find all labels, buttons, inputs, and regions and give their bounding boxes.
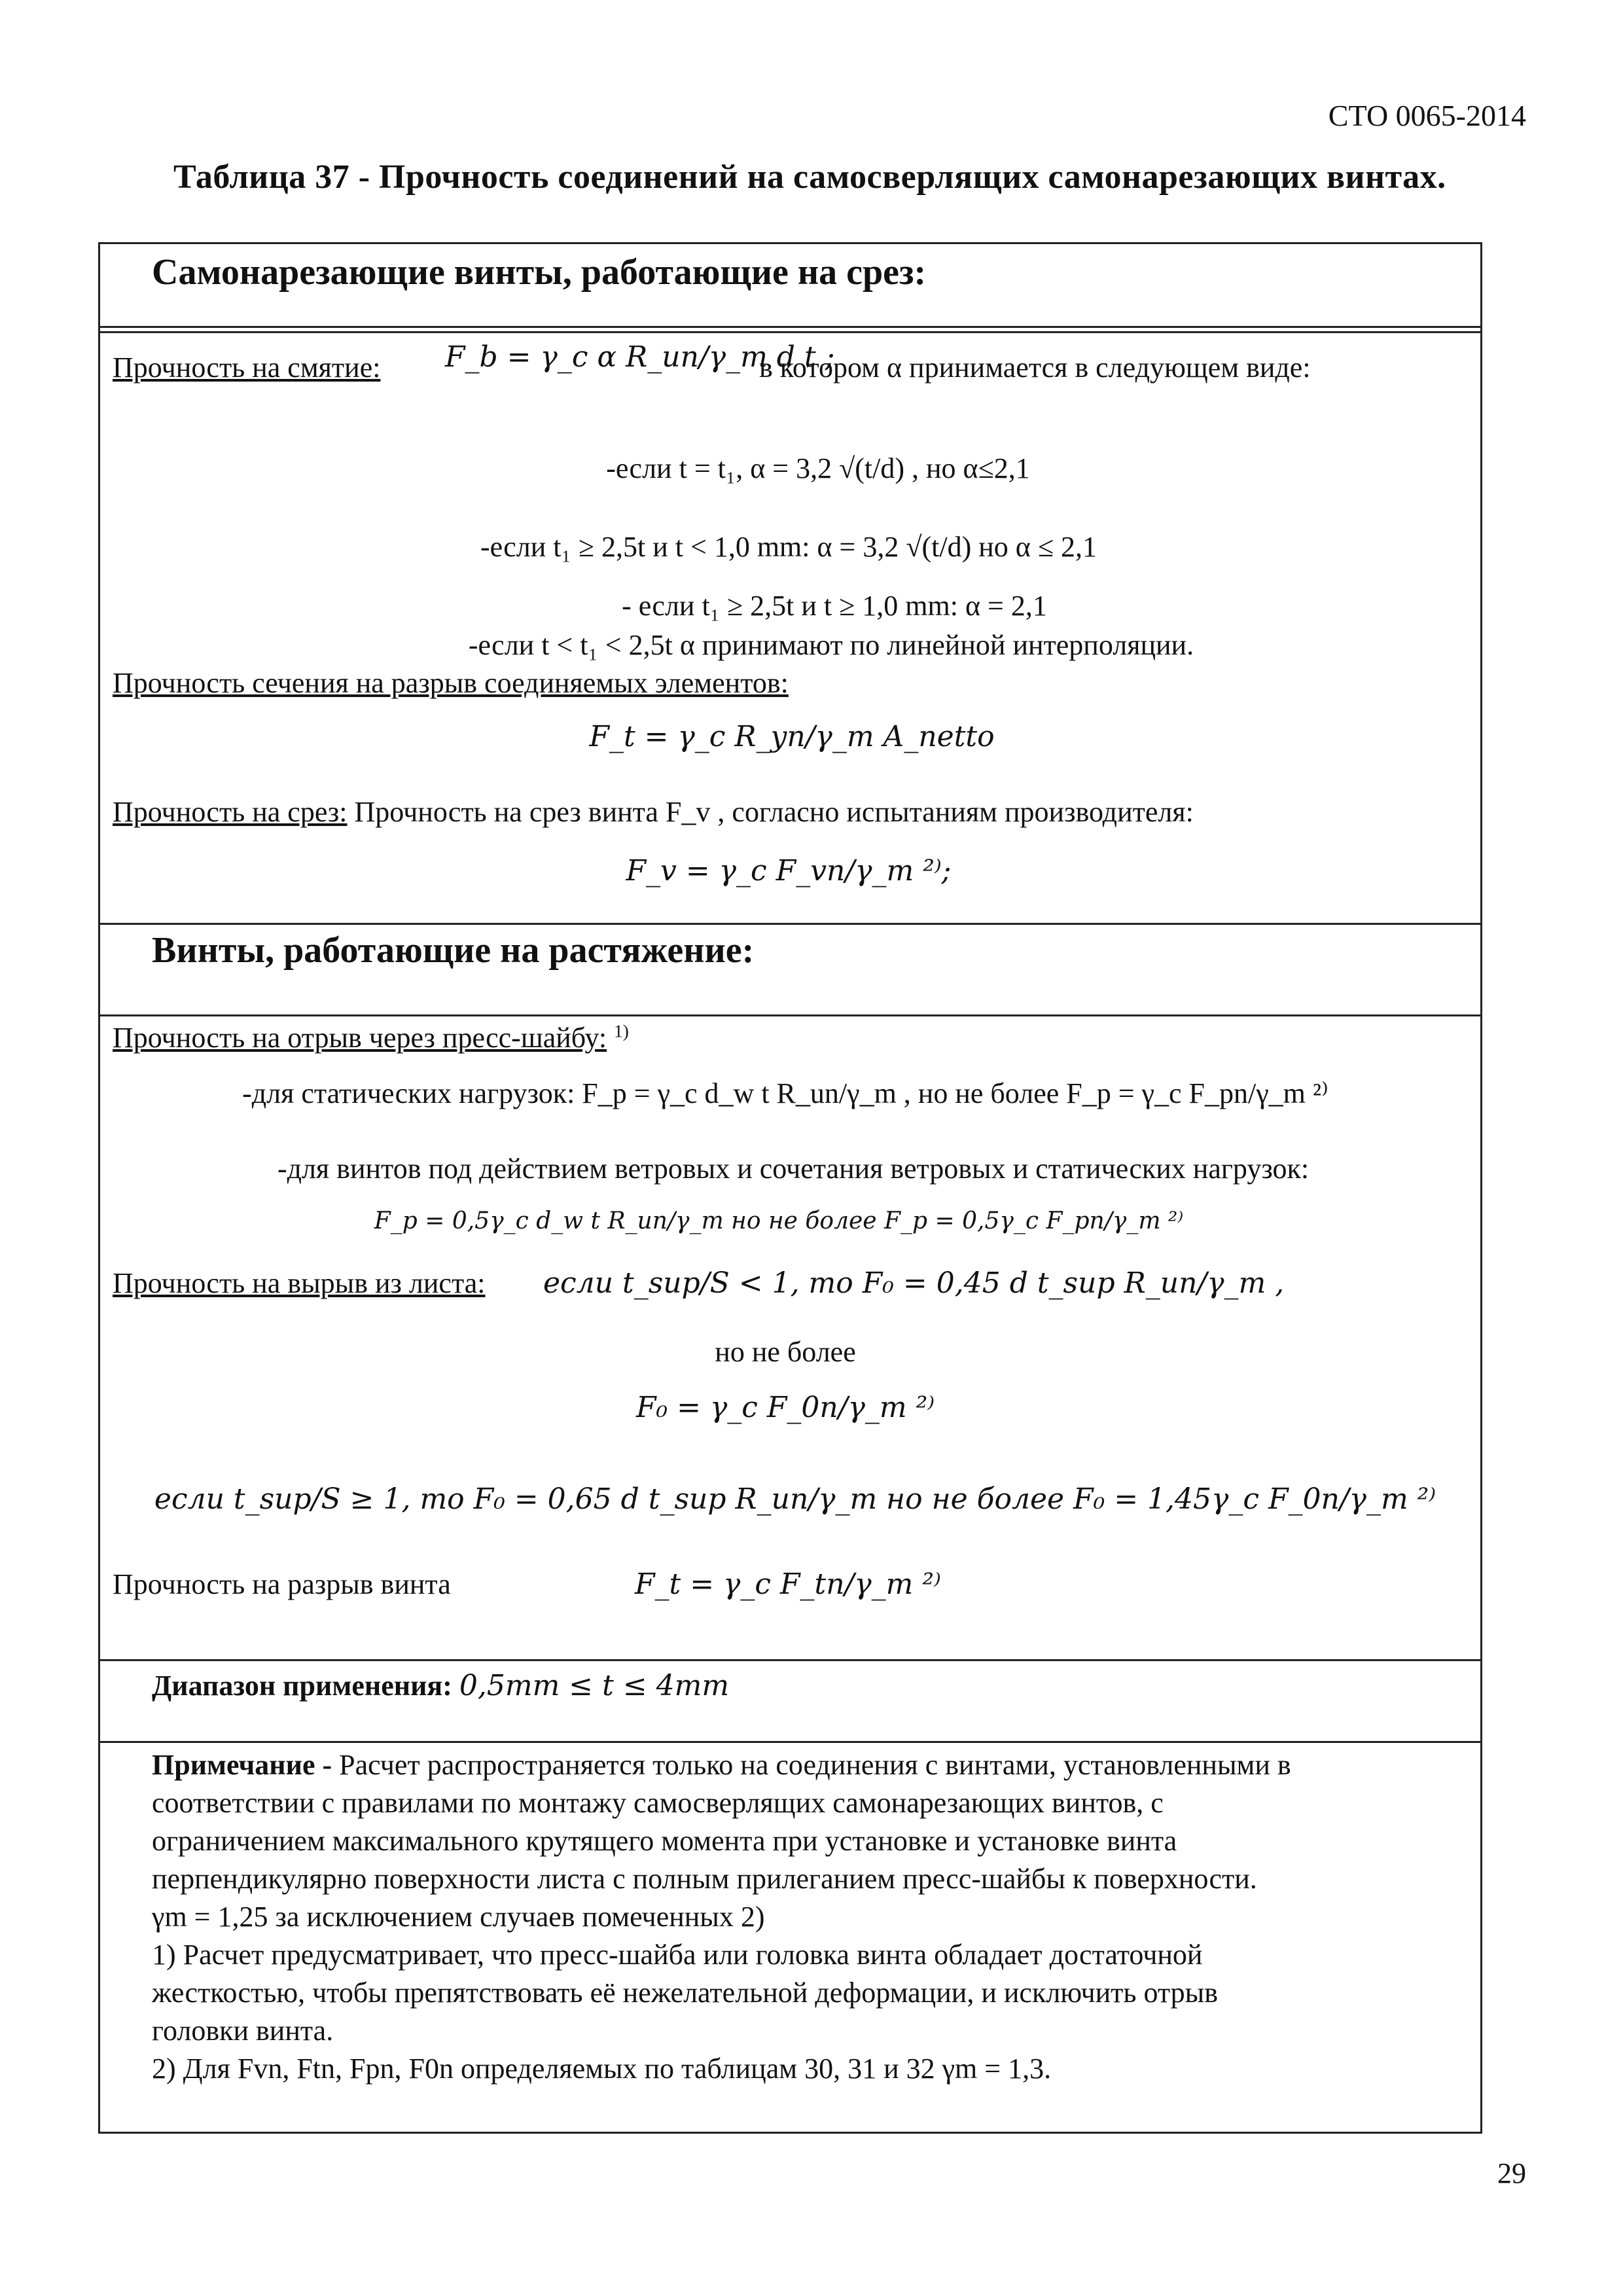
range-row xyxy=(152,1669,729,1702)
table-title: Таблица 37 - Прочность соединений на самосверлящих самонарезающих винтах. xyxy=(173,158,1446,196)
bearing-row xyxy=(113,351,380,384)
note-line: γm = 1,25 за исключением случаев помеченных 2) xyxy=(152,1901,765,1933)
pullout-formula-1: если t_sup/S < 1, то F₀ = 0,45 d t_sup R_un/γ_m , xyxy=(543,1266,1285,1300)
divider xyxy=(98,326,1482,328)
alpha-case-3: - если t₁ ≥ 2,5t и t ≥ 1,0 mm: α = 2,1 xyxy=(622,590,1047,622)
divider xyxy=(98,331,1482,333)
wind-load-line: -для винтов под действием ветровых и сочетания ветровых и статических нагрузок: xyxy=(277,1153,1310,1185)
pullout-label: Прочность на вырыв из листа: xyxy=(113,1267,486,1299)
net-section-label: Прочность сечения на разрыв соединяемых элементов: xyxy=(113,667,789,699)
note-label: Примечание - xyxy=(152,1749,332,1781)
screw-shear-text: Прочность на срез винта F_v , согласно испытаниям производителя: xyxy=(354,796,1194,828)
note-line: жесткостью, чтобы препятствовать её нежелательной деформации, и исключить отрыв xyxy=(152,1977,1218,2009)
pullthrough-footnote: 1) xyxy=(614,1021,629,1041)
alpha-case-4: -если t < t₁ < 2,5t α принимают по линейной интерполяции. xyxy=(468,629,1194,661)
screw-shear-row xyxy=(113,795,1194,829)
bearing-formula: F_b = γ_c α R_un/γ_m d t ; xyxy=(445,340,835,374)
pullout-formula-2: F₀ = γ_c F_0n/γ_m ²⁾ xyxy=(635,1391,935,1424)
note-line: соответствии с правилами по монтажу самосверлящих самонарезающих винтов, с xyxy=(152,1787,1164,1819)
screw-tension-formula: F_t = γ_c F_tn/γ_m ²⁾ xyxy=(635,1568,941,1601)
range-label: Диапазон применения: xyxy=(152,1670,452,1702)
pullthrough-label: Прочность на отрыв через пресс-шайбу: xyxy=(113,1022,607,1054)
range-value: 0,5mm ≤ t ≤ 4mm xyxy=(459,1669,730,1702)
note-line: головки винта. xyxy=(152,2015,334,2047)
wind-load-formula: F_p = 0,5γ_c d_w t R_un/γ_m но не более F_p = 0,5γ_c F_pn/γ_m ²⁾ xyxy=(374,1208,1184,1234)
note-block xyxy=(152,1746,1467,2088)
divider xyxy=(98,1741,1482,1743)
divider xyxy=(98,923,1482,925)
net-section-formula: F_t = γ_c R_yn/γ_m A_netto xyxy=(589,720,995,753)
bearing-alpha-text: в котором α принимается в следующем виде: xyxy=(759,351,1311,384)
tension-section-heading: Винты, работающие на растяжение: xyxy=(152,930,755,971)
screw-shear-label: Прочность на срез: xyxy=(113,796,348,828)
note-line: ограничением максимального крутящего момента при установке и установке винта xyxy=(152,1825,1177,1857)
screw-tension-label: Прочность на разрыв винта xyxy=(113,1568,451,1600)
pullout-formula-3: если t_sup/S ≥ 1, то F₀ = 0,65 d t_sup R_un/γ_m но не более F₀ = 1,45γ_c F_0n/γ_m ²⁾ xyxy=(154,1482,1436,1516)
alpha-case-2: -если t₁ ≥ 2,5t и t < 1,0 mm: α = 3,2 √(t/d) но α ≤ 2,1 xyxy=(480,531,1097,563)
bearing-label: Прочность на смятие: xyxy=(113,351,381,384)
screw-shear-formula: F_v = γ_c F_vn/γ_m ²⁾; xyxy=(626,854,952,888)
divider xyxy=(98,1659,1482,1661)
shear-section-heading: Самонарезающие винты, работающие на срез: xyxy=(152,252,927,293)
note-line: Примечание - Расчет распространяется только на соединения с винтами, установленными в xyxy=(152,1749,1291,1781)
pullthrough-row xyxy=(113,1021,629,1054)
note-line: 1) Расчет предусматривает, что пресс-шайба или головка винта обладает достаточной xyxy=(152,1939,1203,1971)
note-line: перпендикулярно поверхности листа с полным прилеганием пресс-шайбы к поверхности. xyxy=(152,1863,1257,1895)
page-number: 29 xyxy=(1497,2157,1526,2189)
alpha-case-1: -если t = t₁, α = 3,2 √(t/d) , но α≤2,1 xyxy=(606,452,1030,484)
static-load-line: -для статических нагрузок: F_p = γ_c d_w t R_un/γ_m , но не более F_p = γ_c F_pn/γ_m ²⁾ xyxy=(242,1077,1329,1109)
pullout-not-more: но не более xyxy=(715,1336,856,1368)
note-line: 2) Для Fvn, Ftn, Fpn, F0n определяемых по таблицам 30, 31 и 32 γm = 1,3. xyxy=(152,2053,1052,2085)
document-code: СТО 0065-2014 xyxy=(1328,99,1526,132)
divider xyxy=(98,1014,1482,1016)
